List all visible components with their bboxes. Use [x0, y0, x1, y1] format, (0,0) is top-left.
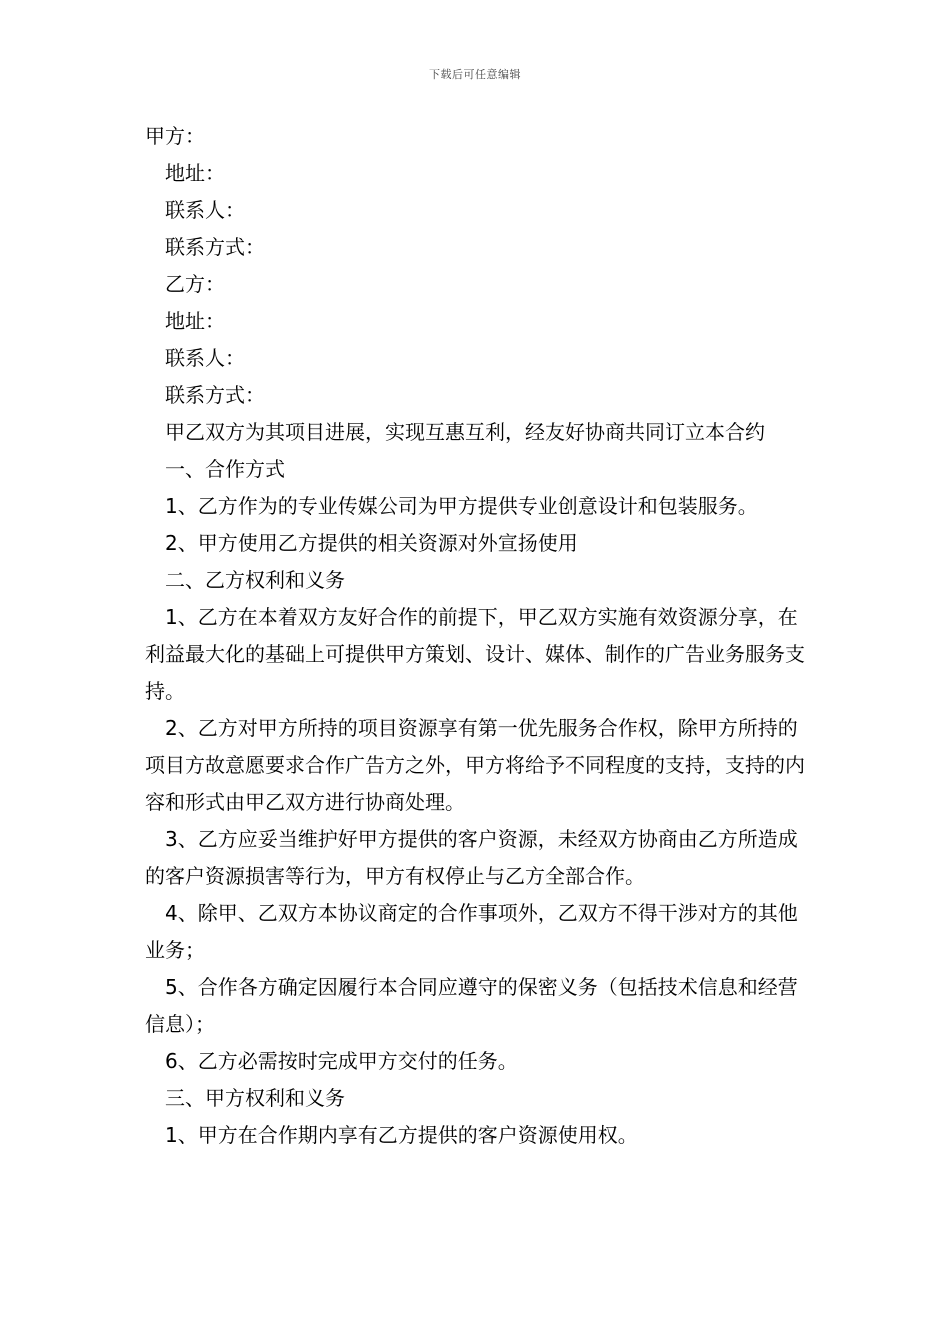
party-b-contact-person: 联系人： [165, 346, 245, 370]
document-body [145, 118, 810, 1154]
party-a-contact-person: 联系人： [165, 198, 245, 222]
clause-3-1: 1、甲方在合作期内享有乙方提供的客户资源使用权。 [165, 1123, 638, 1147]
party-a-contact-method: 联系方式： [165, 235, 265, 259]
party-a-address: 地址： [165, 161, 225, 185]
clause-1-1: 1、乙方作为的专业传媒公司为甲方提供专业创意设计和包装服务。 [165, 494, 758, 518]
party-b-contact-method: 联系方式： [165, 383, 265, 407]
party-b-address: 地址： [165, 309, 225, 333]
section-heading-party-b-rights: 二、乙方权利和义务 [165, 568, 345, 592]
section-heading-cooperation: 一、合作方式 [165, 457, 285, 481]
clause-2-5: 5、合作各方确定因履行本合同应遵守的保密义务（包括技术信息和经营信息）； [145, 975, 798, 1036]
section-heading-party-a-rights: 三、甲方权利和义务 [165, 1086, 345, 1110]
clause-2-6: 6、乙方必需按时完成甲方交付的任务。 [165, 1049, 518, 1073]
clause-2-4: 4、除甲、乙双方本协议商定的合作事项外，乙双方不得干涉对方的其他业务； [145, 901, 798, 962]
party-b-label: 乙方： [165, 272, 225, 296]
clause-2-2: 2、乙方对甲方所持的项目资源享有第一优先服务合作权，除甲方所持的项目方故意愿要求合作广告方之外，甲方将给予不同程度的支持，支持的内容和形式由甲乙双方进行协商处理。 [145, 716, 805, 814]
clause-1-2: 2、甲方使用乙方提供的相关资源对外宣扬使用 [165, 531, 578, 555]
clause-2-1: 1、乙方在本着双方友好合作的前提下，甲乙双方实施有效资源分享，在利益最大化的基础上可提供甲方策划、设计、媒体、制作的广告业务服务支持。 [145, 605, 805, 703]
clause-2-3: 3、乙方应妥当维护好甲方提供的客户资源，未经双方协商由乙方所造成的客户资源损害等行为，甲方有权停止与乙方全部合作。 [145, 827, 798, 888]
party-a-label: 甲方： [145, 124, 205, 148]
preamble-paragraph: 甲乙双方为其项目进展，实现互惠互利，经友好协商共同订立本合约 [165, 420, 765, 444]
page-header-note: 下载后可任意编辑 [429, 68, 521, 81]
